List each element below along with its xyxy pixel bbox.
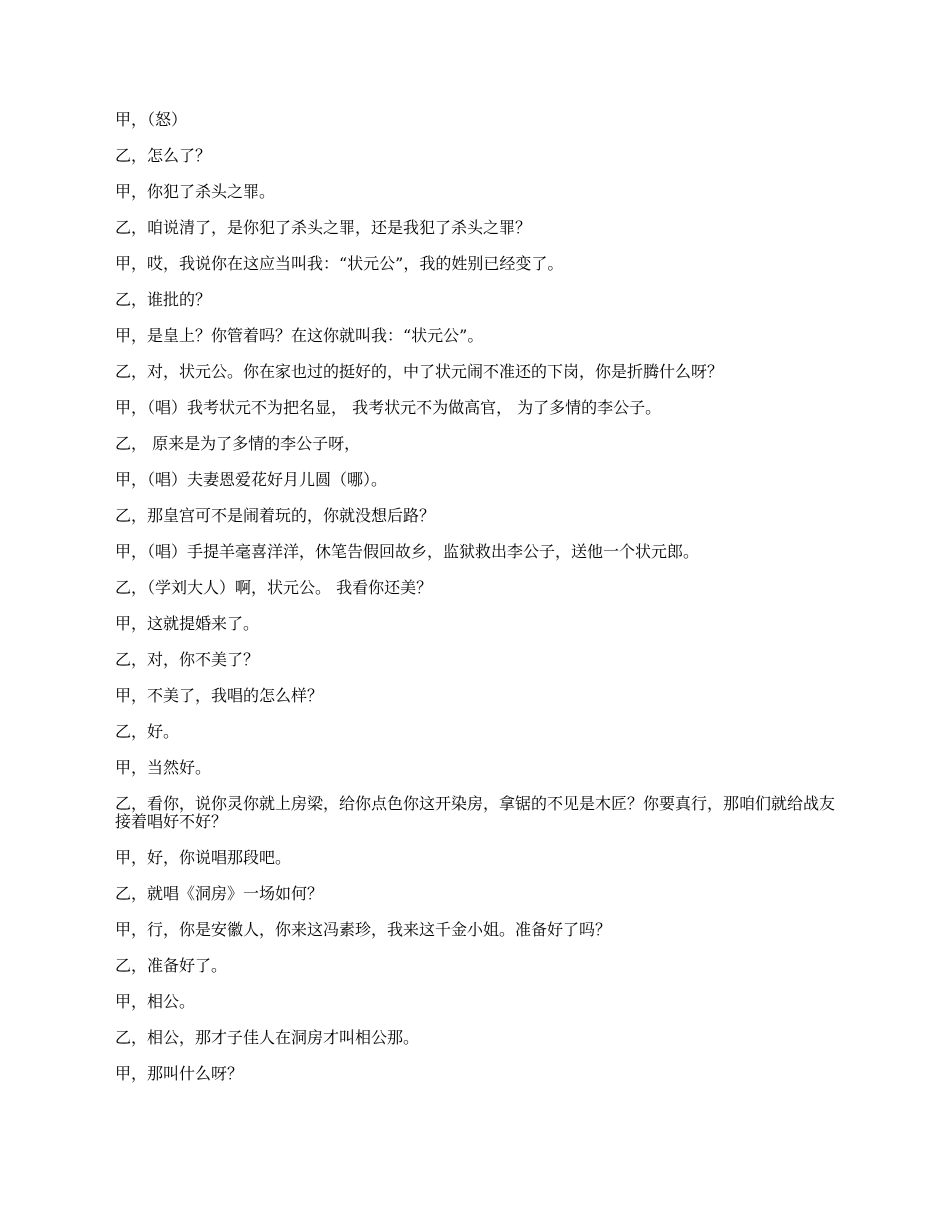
dialogue-line: 乙， 原来是为了多情的李公子呀， <box>115 434 361 453</box>
dialogue-line: 甲，这就提婚来了。 <box>115 614 260 633</box>
dialogue-line: 甲，哎，我说你在这应当叫我：“状元公”，我的姓别已经变了。 <box>115 254 564 273</box>
dialogue-line: 乙，对，状元公。你在家也过的挺好的，中了状元闹不准还的下岗，你是折腾什么呀？ <box>115 362 724 381</box>
dialogue-line: 甲，好，你说唱那段吧。 <box>115 848 292 867</box>
dialogue-line: 乙，就唱《洞房》一场如何？ <box>115 884 324 903</box>
dialogue-line: 甲，相公。 <box>115 992 196 1011</box>
dialogue-line: 甲，当然好。 <box>115 758 212 777</box>
dialogue-line: 甲，（怒） <box>115 110 188 129</box>
dialogue-line: 乙，看你，说你灵你就上房梁，给你点色你这开染房，拿锯的不见是木匠？你要真行，那咱们就给战友接着唱好不好？ <box>115 794 836 831</box>
dialogue-line: 乙，怎么了？ <box>115 146 212 165</box>
dialogue-line: 乙，相公，那才子佳人在洞房才叫相公那。 <box>115 1028 420 1047</box>
dialogue-line: 甲，（唱）手提羊毫喜洋洋，休笔告假回故乡，监狱救出李公子，送他一个状元郎。 <box>115 542 700 561</box>
dialogue-line: 乙，（学刘大人）啊，状元公。 我看你还美？ <box>115 578 433 597</box>
dialogue-line: 乙，那皇宫可不是闹着玩的，你就没想后路？ <box>115 506 436 525</box>
dialogue-line: 甲，行，你是安徽人，你来这冯素珍，我来这千金小姐。准备好了吗？ <box>115 920 612 939</box>
dialogue-line: 乙，对，你不美了？ <box>115 650 260 669</box>
dialogue-line: 乙，咱说清了，是你犯了杀头之罪，还是我犯了杀头之罪？ <box>115 218 532 237</box>
dialogue-line: 甲，你犯了杀头之罪。 <box>115 182 276 201</box>
dialogue-line: 乙，谁批的？ <box>115 290 212 309</box>
dialogue-line: 甲，那叫什么呀？ <box>115 1064 244 1083</box>
dialogue-line: 甲，（唱）夫妻恩爱花好月儿圆（哪）。 <box>115 470 388 489</box>
dialogue-line: 甲，（唱）我考状元不为把名显， 我考状元不为做高官， 为了多情的李公子。 <box>115 398 662 417</box>
dialogue-line: 乙，准备好了。 <box>115 956 228 975</box>
dialogue-line: 甲，不美了，我唱的怎么样？ <box>115 686 324 705</box>
dialogue-body <box>115 111 845 1101</box>
dialogue-line: 乙，好。 <box>115 722 180 741</box>
dialogue-line: 甲，是皇上？你管着吗？在这你就叫我：“状元公”。 <box>115 326 484 345</box>
